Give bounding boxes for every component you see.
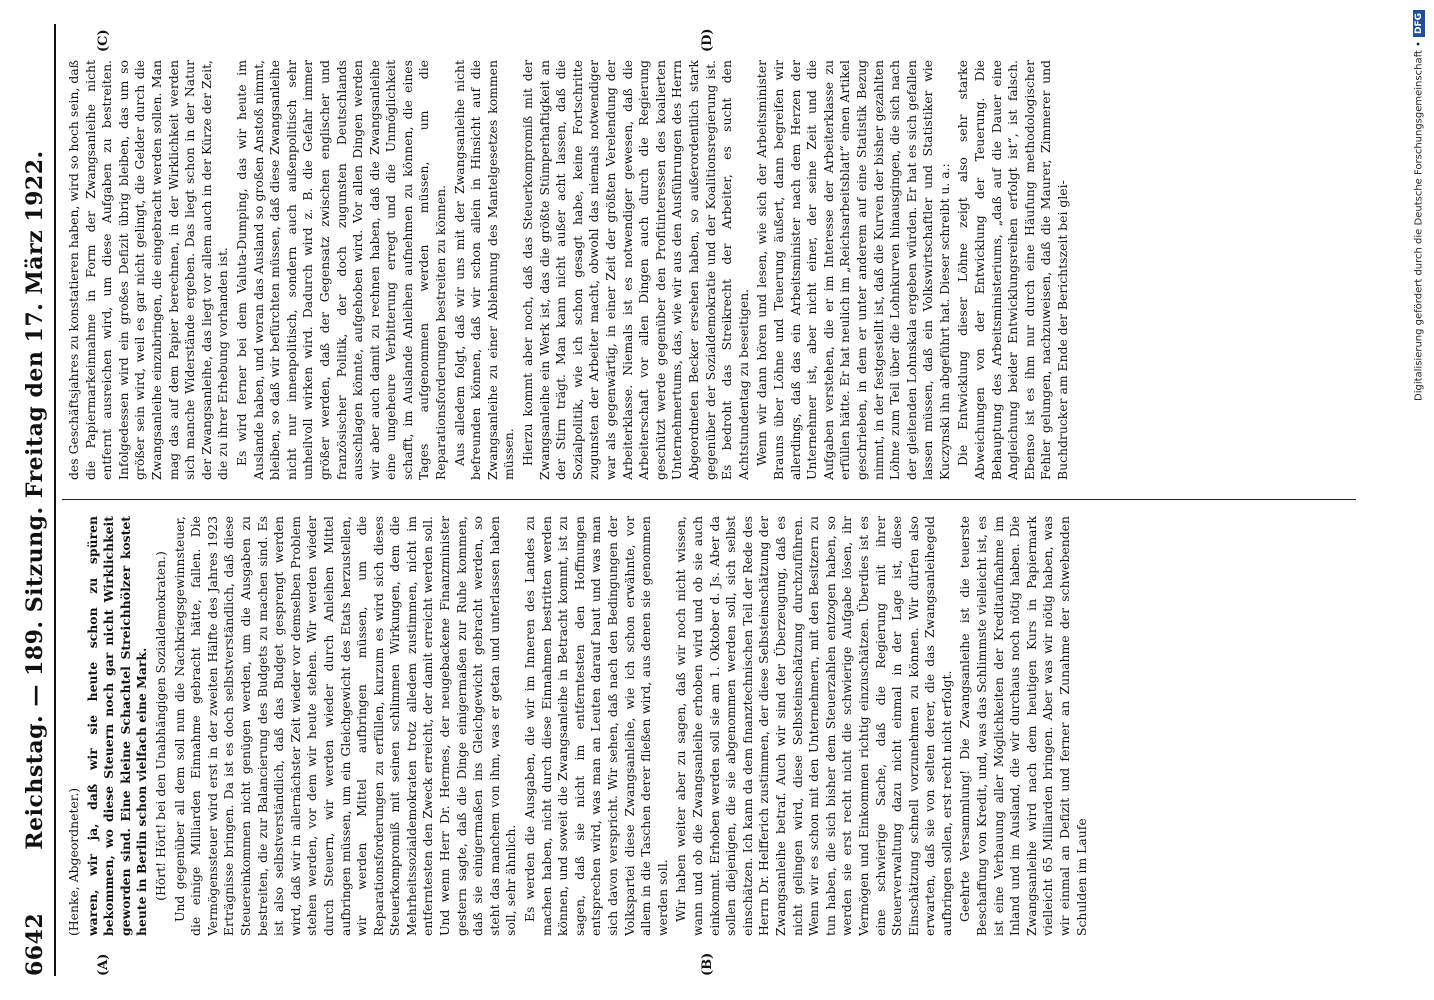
column-paragraph: (Hört! Hört! bei den Unabhängigen Sozialdemokraten.) [152,551,168,901]
credit-text: Digitalisierung gefördert durch die Deutsche Forschungsgemeinschaft • [1413,41,1425,401]
column-paragraph: Es wird ferner bei dem Valuta-Dumping, das wir heute im Auslande haben, und woran das Ausland so großen Anstoß nimmt, bleiben, so daß wir befürchten müssen, daß diese Zwangsanleihe nicht nur innenpolitisch, sondern auch außenpolitisch sehr unheilvoll wirken wird. Dadurch wird z. B. die Gefahr immer größer werden, daß der Gegensatz zwischen englischer und französischer Politik, der doch zugunsten Deutschlands ausschlagen könnte, aufgehoben wird. Vor allen Dingen werden wir aber auch damit zu rechnen haben, daß die Zwangsanleihe eine ungeheure Verbitterung erregt und die Unmöglichkeit schafft, im Auslande Anleihen aufnehmen zu können, die eines Tages aufgenommen werden müssen, um die Reparationsforderungen bestreiten zu können. [233,60,449,480]
margin-mark-d: (D) [700,28,715,52]
column-paragraph: Hierzu kommt aber noch, daß das Steuerkompromiß mit der Zwangsanleihe ein Werk ist, das die größte Stümperhaftigkeit an der Stirn trägt. Man kann nicht außer acht lassen, daß die Sozialpolitik, wie ich schon gesagt habe, keine Fortschritte zugunsten der Arbeiter macht, obwohl das niemals notwendiger war als gegenwärtig, in einer Zeit der größten Verelendung der Arbeiterklasse. Niemals ist es notwendiger gewesen, daß die Arbeiterschaft vor allen Dingen auch durch die Regierung geschützt werde gegenüber den Profitinteressen des koalierten Unternehmertums, das, wie wir aus den Ausführungen des Herrn Abgeordneten Becker ersehen haben, so außerordentlich stark gegenüber der Sozialdemokratie und der Koalitionsregierung ist. Es bedroht das Streikrecht der Arbeiter, es sucht den Achtstundentag zu beseitigen. [520,60,751,480]
column-paragraph: Wenn wir dann hören und lesen, wie sich der Arbeitsminister Brauns über Löhne und Teuerung äußert, dann begreifen wir allerdings, daß das ein Arbeitsminister nach dem Herzen der Unternehmer ist, aber nicht einer, der seine Zeit und die Aufgaben verstehen, die er im Interesse der Arbeiterklasse zu erfüllen hätte. Er hat neulich im „Reichsarbeitsblatt“ einen Artikel geschrieben, in dem er unter anderem auf eine Statistik Bezug nimmt, in der festgestellt ist, daß die Kurven der bisher gezahlten Löhne zum Teil über die Lohnkurven hinausgingen, die sich nach der gleitenden Lohnskala ergeben würden. Er hat es sich gefallen lassen müssen, daß ein Volkswirtschaftler und Statistiker wie Kuczynski ihn abgeführt hat. Dieser schreibt u. a.: [754,60,952,480]
column-paragraph: Und gegenüber all dem soll nun die Nachkriegsgewinnsteuer, die einige Milliarden Einnahme gebracht hätte, fallen. Die Vermögenssteuer wird erst in der zweiten Hälfte des Jahres 1923 Erträgnisse bringen. Da ist es doch selbstverständlich, daß diese Steuereinkommen nicht genügen werden, um die Ausgaben zu bestreiten, die zur Balancierung des Budgets zu machen sind. Es ist also selbstverständlich, daß das Budget gesprengt werden wird, daß wir in allernächster Zeit wieder vor demselben Problem stehen werden, vor dem wir heute stehen. Wir werden wieder durch Steuern, wir werden wieder durch Anleihen Mittel aufbringen müssen, um ein Gleichgewicht des Etats herzustellen, wir werden Mittel aufbringen müssen, um die Reparationsforderungen zu erfüllen, kurzum es wird sich dieses Steuerkompromiß mit seinen schlimmen Wirkungen, dem die Mehrheitssozialdemokraten trotz alledem zustimmen, nicht im entferntesten den Zweck erreicht, der damit erreicht werden soll. Und wenn Herr Dr. Hermes, der neugebackene Finanzminister gestern sagte, daß die Dinge einigermaßen zur Ruhe kommen, daß sie einigermaßen ins Gleichgewicht gebracht werden, so steht das manchem von ihm, was er getan und unterlassen haben soll, sehr ähnlich. [171,516,519,936]
text-column-right [66,60,1356,480]
margin-mark-c: (C) [96,29,111,52]
page-number: 6642 [22,912,48,976]
margin-mark-a: (A) [96,953,111,976]
header-rule [54,24,56,976]
column-paragraph: Geehrte Versammlung! Die Zwangsanleihe ist die teuerste Beschaffung von Kredit, und, was das Schlimmste vielleicht ist, es ist eine Verbauung aller Möglichkeiten der Kreditaufnahme im Inland und im Ausland, die wir durchaus noch nötig haben. Die Zwangsanleihe wird nach dem heutigen Kurs in Papiermark vielleicht 65 Milliarden bringen. Aber was wir nötig haben, was wir einmal an Defizit und ferner an Zunahme der schwebenden Schulden im Laufe [957,516,1089,936]
column-divider [62,499,1356,500]
running-title: Reichstag. — 189. Sitzung. Freitag den 17. März 1922. [22,150,48,850]
column-paragraph: (Henke, Abgeordneter.) [66,787,81,936]
digitization-credit [1408,10,1430,990]
column-paragraph: des Geschäftsjahres zu konstatieren haben, wird so hoch sein, daß die Papiermarkeinnahme in Form der Zwangsanleihe nicht entfernt ausreichen wird, um diese Aufgaben zu bestreiten. Infolgedessen wird ein großes Defizit übrig bleiben, das um so größer sein wird, weil es gar nicht gelingt, die Gelder durch die Zwangsanleihe einzubringen, die eingebracht werden sollen. Man mag das auf dem Papier berechnen, in der Wirklichkeit werden sich manche Widerstände ergeben. Das liegt schon in der Natur der Zwangsanleihe, das liegt vor allem auch in der Kürze der Zeit, die zu ihrer Erhebung vorhanden ist. [66,60,231,480]
column-paragraph: Die Entwicklung dieser Löhne zeigt also sehr starke Abweichungen von der Entwicklung der Teuerung. Die Behauptung des Arbeitsministeriums, „daß auf die Dauer eine Angleichung beider Entwicklungsreihen erfolgt ist“, ist falsch. Ebenso ist es ihm nur durch eine Häufung methodologischer Fehler gelungen, nachzuweisen, daß die Maurer, Zimmerer und Buchdrucker am Ende der Berichtszeit bei glei- [955,60,1071,480]
column-paragraph: waren, wir ja, daß wir sie heute schon zu spüren bekommen, wo diese Steuern noch gar nicht Wirklichkeit geworden sind. Eine kleine Schachtel Streichhölzer kostet heute in Berlin schon vielfach eine Mark. [84,516,150,936]
text-column-left [66,516,1356,936]
page-header [18,24,52,976]
margin-mark-b: (B) [700,952,715,976]
column-paragraph: Aus alledem folgt, daß wir uns mit der Zwangsanleihe nicht befreunden können, daß wir schon allein in Hinsicht auf die Zwangsanleihe zu einer Ablehnung des Mantelgesetzes kommen müssen. [451,60,517,480]
dfg-logo: DFG [1413,10,1425,37]
column-paragraph: Wir haben weiter aber zu sagen, daß wir noch nicht wissen, wann und ob die Zwangsanleihe erhoben wird und ob sie auch einkommt. Erhoben werden soll sie am 1. Oktober d. Js. Aber da sollen diejenigen, die sie abgenommen werden soll, sich selbst einschätzen. Ich kann da dem finanztechnischen Teil der Rede des Herrn Dr. Helfferich zustimmen, der diese Selbsteinschätzung der Zwangsanleihe betraf. Auch wir sind der Überzeugung, daß es nicht gelingen wird, diese Selbsteinschätzung durchzuführen. Wenn wir es schon mit den Unternehmern, mit den Besitzern zu tun haben, die sich bisher dem Steuerzahlen entzogen haben, so werden sie erst recht nicht die schwierige Aufgabe lösen, ihr Vermögen und Einkommen richtig einzuschätzen. Überdies ist es eine schwierige Sache, daß die Regierung mit ihrer Steuerverwaltung dazu nicht einmal in der Lage ist, diese Einschätzung schnell vorzunehmen zu können. Wir dürfen also erwarten, daß sie von selten derer, die das Zwangsanleihegeld aufbringen sollen, erst recht nicht erfolgt. [673,516,954,936]
column-paragraph: Es werden die Ausgaben, die wir im Inneren des Landes zu machen haben, nicht durch diese Einnahmen bestritten werden können, und soweit die Zwangsanleihe in Betracht kommt, ist zu sagen, daß sie nicht im entferntesten den Hoffnungen entsprechen wird, was man an Leuten darauf baut und was man sich davon verspricht. Wir sehen, daß nach den Bedingungen der Volkspartei diese Zwangsanleihe, wie ich schon erwähnte, vor allem in die Taschen derer fließen wird, aus denen sie genommen werden soll. [522,516,670,936]
